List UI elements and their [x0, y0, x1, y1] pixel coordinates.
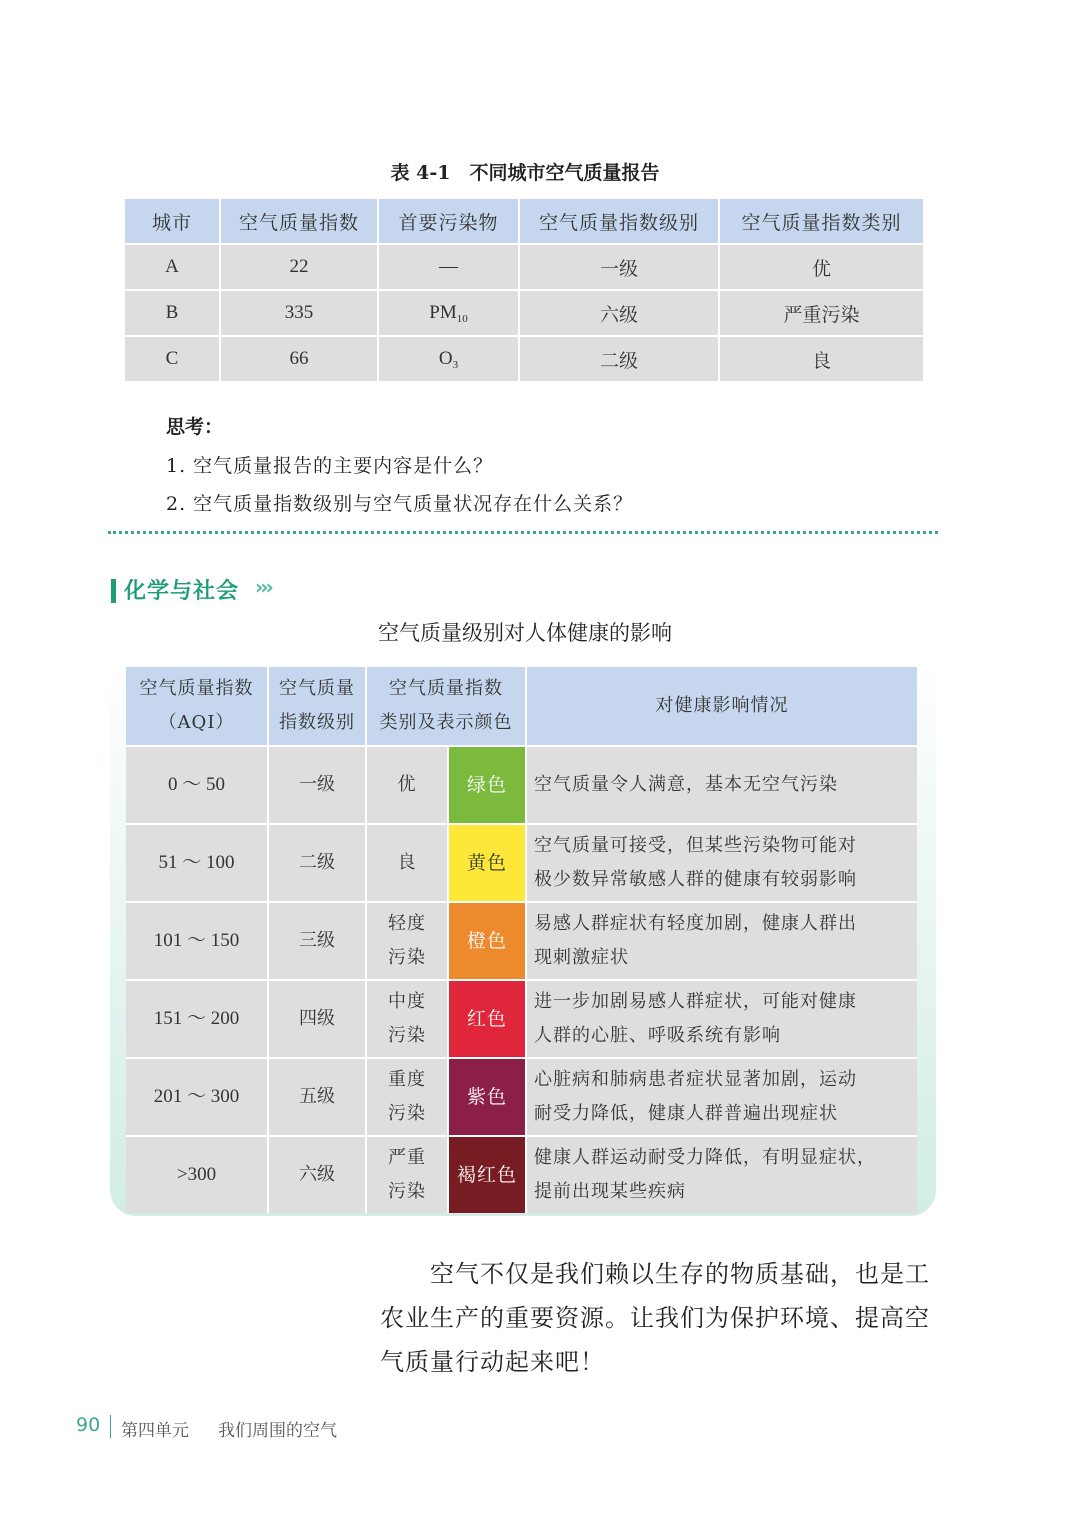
aqi-health-impact-table	[126, 667, 917, 1213]
category-line2: 污染	[388, 947, 426, 968]
health-effect-cell	[527, 981, 917, 1059]
chevron-right-icon: ›››	[255, 575, 271, 599]
pollutant-cell	[379, 337, 520, 381]
category-cell: 良	[720, 337, 923, 381]
footer-unit-title: 我们周围的空气	[218, 1421, 337, 1441]
level-cell: 二级	[520, 337, 720, 381]
city-cell: A	[125, 245, 221, 291]
header-level-line1: 空气质量	[279, 678, 355, 699]
header-aqi: 空气质量指数	[221, 199, 379, 245]
category-cell	[367, 903, 449, 981]
health-effect-cell	[527, 1137, 917, 1213]
think-question-1: 1. 空气质量报告的主要内容是什么？	[166, 455, 494, 477]
level-cell: 六级	[520, 291, 720, 337]
aqi-range-cell: 151 ～ 200	[126, 981, 269, 1059]
health-impact-table-title: 空气质量级别对人体健康的影响	[378, 621, 672, 645]
level-cell: 五级	[269, 1059, 367, 1137]
aqi-range-cell: 51 ～ 100	[126, 825, 269, 903]
table-row	[125, 291, 923, 337]
level-cell: 四级	[269, 981, 367, 1059]
effect-line2: 人群的心脏、呼吸系统有影响	[534, 1025, 781, 1046]
category-line2: 污染	[388, 1103, 426, 1124]
color-swatch-cell: 黄色	[449, 825, 527, 903]
health-effect-cell	[527, 825, 917, 903]
pollutant-cell	[379, 291, 520, 337]
header-level	[269, 667, 367, 747]
aqi-cell: 335	[221, 291, 379, 337]
category-line1: 优	[397, 774, 417, 795]
pollutant-main: PM	[429, 301, 457, 323]
table-4-1-title: 表 4-1 不同城市空气质量报告	[390, 162, 660, 184]
table-row	[126, 981, 917, 1059]
think-question-2: 2. 空气质量指数级别与空气质量状况存在什么关系？	[166, 493, 634, 515]
table-row	[126, 1137, 917, 1213]
level-cell: 三级	[269, 903, 367, 981]
table-row	[126, 903, 917, 981]
aqi-range-cell: 201 ～ 300	[126, 1059, 269, 1137]
category-line1: 轻度	[388, 913, 426, 934]
category-cell	[367, 747, 449, 825]
table-row	[126, 1059, 917, 1137]
effect-line2: 提前出现某些疾病	[534, 1181, 686, 1202]
header-aqi	[126, 667, 269, 747]
table-header-row	[125, 199, 923, 245]
color-swatch-cell: 紫色	[449, 1059, 527, 1137]
pollutant-subscript: 10	[456, 312, 468, 325]
header-aqi-line1: 空气质量指数	[139, 678, 254, 699]
closing-paragraph: 空气不仅是我们赖以生存的物质基础，也是工农业生产的重要资源。让我们为保护环境、提高空气质量行动起来吧！	[380, 1260, 930, 1376]
health-effect-cell	[527, 747, 917, 825]
category-cell	[367, 1059, 449, 1137]
level-cell: 一级	[269, 747, 367, 825]
color-swatch-cell: 红色	[449, 981, 527, 1059]
effect-line1: 健康人群运动耐受力降低，有明显症状，	[534, 1147, 876, 1168]
effect-line1: 心脏病和肺病患者症状显著加剧，运动	[534, 1069, 857, 1090]
table-row	[125, 245, 923, 291]
header-health-effect: 对健康影响情况	[527, 667, 917, 747]
level-cell: 二级	[269, 825, 367, 903]
effect-line2: 极少数异常敏感人群的健康有较弱影响	[534, 869, 857, 890]
pollutant-subscript: 3	[452, 358, 459, 371]
level-cell: 一级	[520, 245, 720, 291]
category-line2: 污染	[388, 1025, 426, 1046]
table-row	[126, 825, 917, 903]
footer-divider	[110, 1415, 111, 1438]
header-aqi-line2: （AQI）	[158, 712, 235, 733]
category-line2: 污染	[388, 1181, 426, 1202]
think-label: 思考：	[166, 416, 224, 438]
header-category-line2: 类别及表示颜色	[379, 712, 513, 733]
aqi-range-cell: 101 ～ 150	[126, 903, 269, 981]
header-city: 城市	[125, 199, 221, 245]
category-cell	[367, 1137, 449, 1213]
dotted-divider	[108, 531, 938, 534]
pollutant-cell	[379, 245, 520, 291]
header-aqi-category: 空气质量指数类别	[720, 199, 923, 245]
category-cell	[367, 825, 449, 903]
aqi-cell: 22	[221, 245, 379, 291]
pollutant-main: O	[438, 347, 453, 369]
level-cell: 六级	[269, 1137, 367, 1213]
header-category-line1: 空气质量指数	[389, 678, 503, 699]
header-category-color	[367, 667, 527, 747]
color-swatch-cell: 橙色	[449, 903, 527, 981]
city-cell: C	[125, 337, 221, 381]
effect-line2: 现刺激症状	[534, 947, 629, 968]
color-swatch-cell: 绿色	[449, 747, 527, 825]
footer-unit: 第四单元	[121, 1421, 189, 1441]
table-header-row	[126, 667, 917, 747]
aqi-range-cell: 0 ～ 50	[126, 747, 269, 825]
effect-line1: 进一步加剧易感人群症状，可能对健康	[534, 991, 857, 1012]
section-title: 化学与社会	[124, 579, 240, 604]
aqi-cell: 66	[221, 337, 379, 381]
color-swatch-cell: 褐红色	[449, 1137, 527, 1213]
table-row	[126, 747, 917, 825]
effect-line1: 空气质量令人满意，基本无空气污染	[534, 774, 838, 795]
health-effect-cell	[527, 903, 917, 981]
category-cell: 严重污染	[720, 291, 923, 337]
category-cell: 优	[720, 245, 923, 291]
table-row	[125, 337, 923, 381]
category-line1: 良	[397, 852, 417, 873]
category-line1: 中度	[388, 991, 426, 1012]
effect-line1: 易感人群症状有轻度加剧，健康人群出	[534, 913, 857, 934]
city-air-quality-table	[125, 199, 923, 381]
aqi-range-cell: >300	[126, 1137, 269, 1213]
header-primary-pollutant: 首要污染物	[379, 199, 520, 245]
category-line1: 重度	[388, 1069, 426, 1090]
header-aqi-level: 空气质量指数级别	[520, 199, 720, 245]
category-line1: 严重	[388, 1147, 426, 1168]
effect-line1: 空气质量可接受，但某些污染物可能对	[534, 835, 857, 856]
city-cell: B	[125, 291, 221, 337]
health-effect-cell	[527, 1059, 917, 1137]
effect-line2: 耐受力降低，健康人群普遍出现症状	[534, 1103, 838, 1124]
section-marker-bar	[111, 579, 116, 603]
category-cell	[367, 981, 449, 1059]
header-level-line2: 指数级别	[279, 712, 355, 733]
page-number: 90	[76, 1414, 101, 1436]
pollutant-main: —	[439, 256, 458, 277]
